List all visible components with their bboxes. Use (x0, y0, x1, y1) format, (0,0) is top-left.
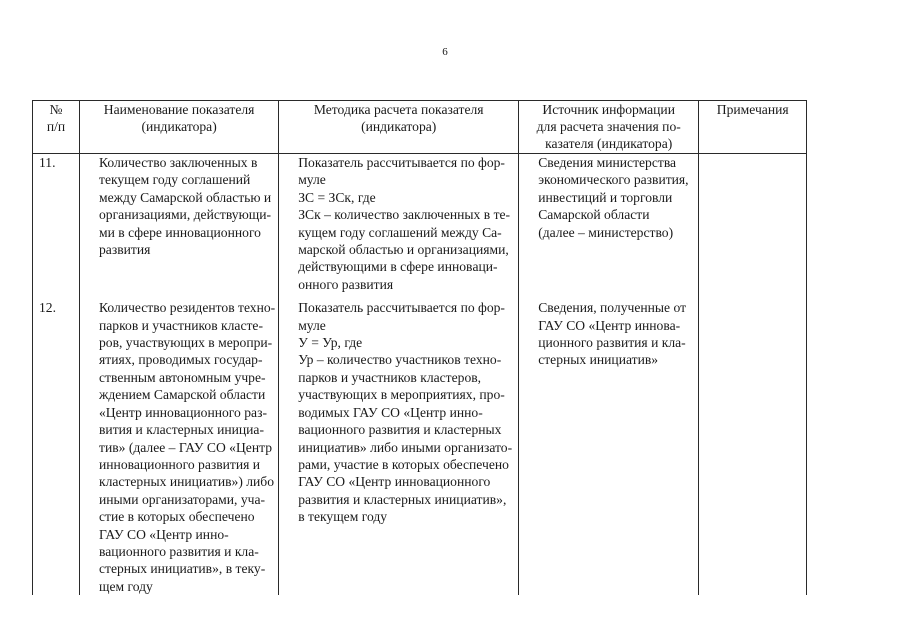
notes (699, 299, 807, 595)
header-name-line: Наименование показателя (103, 102, 255, 117)
text-line: участвующих в мероприятиях, про- (298, 387, 505, 403)
text-line: организациями, действующи- (99, 207, 272, 223)
indicator-name (80, 154, 279, 300)
text-line: онного развития (298, 276, 394, 292)
table-row (33, 154, 807, 300)
indicator-name (80, 299, 279, 595)
row-number: 11. (33, 154, 80, 300)
text-line: текущем году соглашений (99, 172, 251, 188)
header-notes-line: Примечания (716, 102, 789, 117)
text-line: вития и кластерных инициа- (99, 422, 264, 438)
text-line: марской областью и организациями, (298, 242, 509, 258)
header-notes (699, 101, 807, 154)
text-line: ми в сфере инновационного (99, 224, 261, 240)
text-line: «Центр инновационного раз- (99, 404, 267, 420)
text-line: У = Ур, где (298, 335, 363, 351)
text-line: щем году (99, 578, 153, 594)
header-name (80, 101, 279, 154)
text-line: в текущем году (298, 509, 388, 525)
calculation-method (279, 154, 519, 300)
text-line: инвестиций и торговли (538, 189, 673, 205)
text-line: вационного развития и кла- (99, 543, 259, 559)
header-source (519, 101, 699, 154)
text-line: ГАУ СО «Центр инно- (99, 526, 229, 542)
text-line: тив» (далее – ГАУ СО «Центр (99, 439, 273, 455)
text-line: стие в которых обеспечено (99, 509, 255, 525)
text-line: инновационного развития и (99, 456, 261, 472)
text-line: парков и участников кластеров, (298, 369, 482, 385)
header-name-line: (индикатора) (141, 119, 217, 134)
text-line: Самарской области (538, 207, 650, 223)
text-line: муле (298, 317, 326, 333)
text-line: ГАУ СО «Центр инновационного (298, 474, 491, 490)
text-line: рами, участие в которых обеспечено (298, 456, 509, 472)
calculation-method (279, 299, 519, 595)
text-line: инициатив» либо иными организато- (298, 439, 513, 455)
text-line: муле (298, 172, 326, 188)
text-line: ГАУ СО «Центр иннова- (538, 317, 681, 333)
text-line: ственным автономным учре- (99, 369, 266, 385)
text-line: Показатель рассчитывается по фор- (298, 155, 505, 170)
information-source (519, 299, 699, 595)
text-line: кластерных инициатив») либо (99, 474, 275, 490)
table-header-row (33, 101, 807, 154)
row-number: 12. (33, 299, 80, 595)
text-line: Сведения министерства (538, 155, 677, 170)
text-line: водимых ГАУ СО «Центр инно- (298, 404, 483, 420)
text-line: кущем году соглашений между Са- (298, 224, 502, 240)
text-line: Количество заключенных в (99, 155, 258, 170)
text-line: стерных инициатив», в теку- (99, 561, 266, 577)
text-line: между Самарской областью и (99, 189, 272, 205)
text-line: действующими в сфере инновaци- (298, 259, 498, 275)
indicator-table (32, 100, 807, 595)
text-line: развития и кластерных инициатив», (298, 491, 507, 507)
text-line: парков и участников класте- (99, 317, 263, 333)
text-line: Показатель рассчитывается по фор- (298, 300, 505, 316)
text-line: развития (99, 242, 151, 258)
text-line: иными организаторами, уча- (99, 491, 266, 507)
header-method-line: (индикатора) (361, 119, 437, 134)
text-line: Ур – количество участников техно- (298, 352, 502, 368)
notes (699, 154, 807, 300)
header-source-line: для расчета значения по- (536, 119, 681, 134)
table-row (33, 299, 807, 595)
header-source-line: казателя (индикатора) (545, 136, 673, 151)
text-line: ЗС = ЗСк, где (298, 189, 376, 205)
text-line: ЗСк – количество заключенных в те- (298, 207, 511, 223)
header-method-line: Методика расчета показателя (313, 102, 484, 117)
text-line: ров, участвующих в меропри- (99, 335, 273, 351)
header-num-line: п/п (46, 119, 66, 134)
text-line: ждением Самарской области (99, 387, 266, 403)
header-num-line: № (49, 102, 63, 117)
header-num (33, 101, 80, 154)
header-source-line: Источник информации (542, 102, 675, 117)
information-source (519, 154, 699, 300)
text-line: Сведения, полученные от (538, 300, 687, 316)
text-line: стерных инициатив» (538, 352, 659, 368)
page-number: 6 (442, 46, 448, 58)
text-line: ятиях, проводимых государ- (99, 352, 263, 368)
text-line: Количество резидентов техно- (99, 300, 276, 316)
text-line: (далее – министерство) (538, 224, 674, 240)
text-line: ционного развития и кла- (538, 335, 686, 351)
text-line: вационного развития и кластерных (298, 422, 502, 438)
text-line: экономического развития, (538, 172, 689, 188)
header-method (279, 101, 519, 154)
